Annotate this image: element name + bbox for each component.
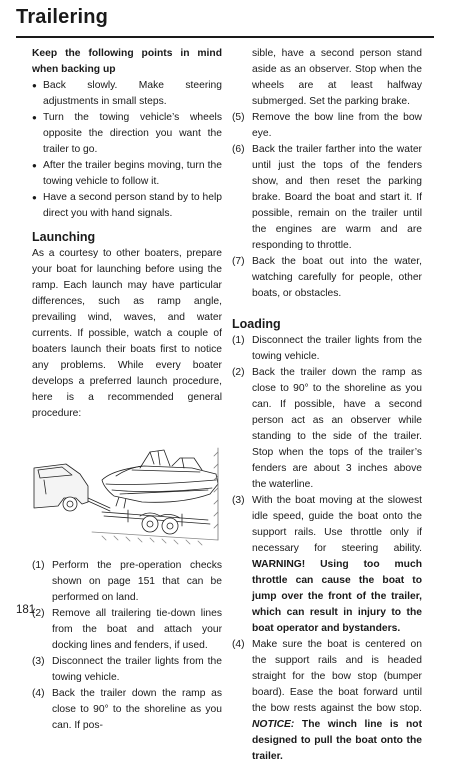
step-continuation: sible, have a second person stand aside as an observer. Stop when the wheels are at least halfway submerged. Set the parking brake.: [252, 48, 422, 107]
step-text: Back the boat out into the water, watching carefully for people, other boats, or obstacles.: [252, 256, 422, 299]
step-text: Disconnect the trailer lights from the towing vehicle.: [52, 656, 222, 683]
step-number: (4): [232, 639, 245, 650]
step-text: Disconnect the trailer lights from the towing vehicle.: [252, 335, 422, 362]
launching-steps: [32, 558, 222, 734]
step-number: (1): [32, 560, 45, 571]
boat-on-trailer-illustration: [32, 428, 222, 550]
step-number: (4): [32, 688, 45, 699]
title-divider: [16, 36, 434, 38]
step-number: (3): [232, 495, 245, 506]
page-number: 181: [16, 604, 36, 616]
list-item: ● Turn the towing vehicle’s wheels opposite the direction you want the trailer to go.: [32, 110, 222, 158]
step-number: (2): [232, 367, 245, 378]
list-item: [32, 654, 222, 686]
step-text: Back the trailer farther into the water until just the tops of the fenders show, and then reset the parking brake. Board the boat and start it. If possible, remain on the trailer until the engines are warm and are responding to throttle.: [252, 144, 422, 251]
backing-up-heading: Keep the following points in mind when backing up: [32, 48, 222, 75]
launching-steps-continued: [232, 110, 422, 302]
step-number: (6): [232, 144, 245, 155]
step-number: (2): [32, 608, 45, 619]
step-text: Perform the pre-operation checks shown on page 151 that can be performed on land.: [52, 560, 222, 603]
loading-heading: Loading: [232, 317, 281, 331]
list-item: [32, 558, 222, 606]
backing-up-list: [32, 78, 222, 222]
launching-heading: Launching: [32, 230, 96, 244]
list-item: [232, 365, 422, 493]
list-item: [232, 110, 422, 142]
list-item: ● Back slowly. Make steering adjustments in small steps.: [32, 78, 222, 110]
step-text: Remove the bow line from the bow eye.: [252, 112, 422, 139]
page-title: Trailering: [16, 6, 109, 28]
launching-paragraph: As a courtesy to other boaters, prepare your boat for launching before using the ramp. Each launch may have particular differences, such as ramp angle, prevailing wind, waves, and water currents. If possible, watch a couple of boaters launch their boats first to notice any problems. While every boater develops a preferred launch procedure, here is a recommended general procedure:: [32, 248, 222, 419]
step-text: Make sure the boat is centered on the support rails and is headed straight for the bow stop (bumper board). Ease the boat forward until the bow rests against the bow stop.: [252, 639, 422, 714]
step-number: (5): [232, 112, 245, 123]
step-number: (1): [232, 335, 245, 346]
left-column: [32, 46, 222, 734]
list-item: ● Have a second person stand by to help direct you with hand signals.: [32, 190, 222, 222]
list-item: [232, 333, 422, 365]
right-column: [232, 46, 422, 765]
step-text: With the boat moving at the slowest idle speed, guide the boat onto the support rails. Use throttle only if necessary for steering ability.: [252, 495, 422, 554]
loading-steps: [232, 333, 422, 765]
list-item: [232, 493, 422, 637]
list-item: ● After the trailer begins moving, turn the towing vehicle to follow it.: [32, 158, 222, 190]
warning-text: WARNING! Using too much throttle can cause the boat to jump over the front of the trailer, which can result in injury to the boat operator and bystanders.: [252, 559, 422, 634]
list-item: [232, 254, 422, 302]
step-text: Back the trailer down the ramp as close to 90° to the shoreline as you can. If possible, have a second person act as an observer while standing to the side of the trailer. Stop when the tops of the trailer’s fenders are about 3 inches above the waterline.: [252, 367, 422, 490]
step-text: Back the trailer down the ramp as close to 90° to the shoreline as you can. If pos-: [52, 688, 222, 731]
notice-label: NOTICE:: [252, 719, 295, 730]
list-item: [232, 142, 422, 254]
step-number: (3): [32, 656, 45, 667]
list-item: [32, 686, 222, 734]
list-item: [32, 606, 222, 654]
list-item: [232, 637, 422, 765]
notice-text: The winch line is not designed to pull the boat onto the trailer.: [252, 719, 422, 762]
boat-on-trailer-drawing: [32, 428, 222, 550]
step-text: Remove all trailering tie-down lines from the boat and attach your docking lines and fenders, if used.: [52, 608, 222, 651]
step-number: (7): [232, 256, 245, 267]
